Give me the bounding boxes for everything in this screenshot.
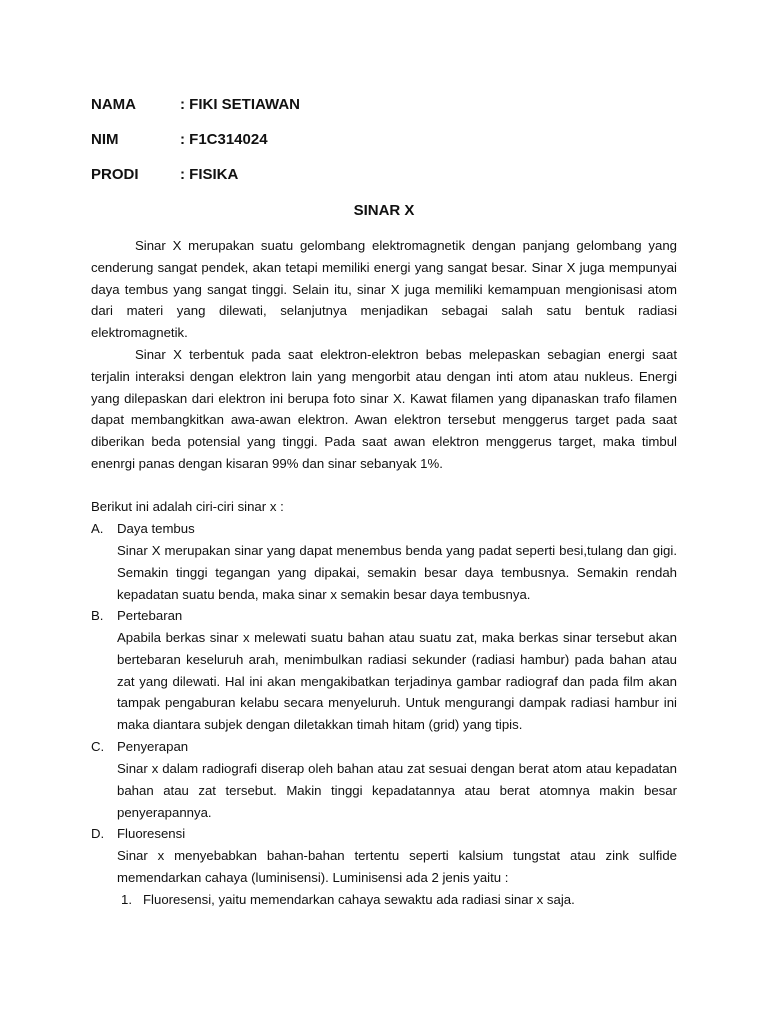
item-c-heading: Penyerapan: [117, 739, 189, 754]
item-c-letter: C.: [91, 739, 105, 754]
document-title: SINAR X: [353, 202, 415, 219]
item-a-letter: A.: [91, 521, 104, 536]
item-d-body: Sinar x menyebabkan bahan-bahan tertentu seperti kalsium tungstat atau zink sulfide memendarkan cahaya (luminisensi). Luminisensi ada 2 jenis yaitu :: [117, 848, 677, 885]
item-a-body: Sinar X merupakan sinar yang dapat menembus benda yang padat seperti besi,tulang dan gigi. Semakin tinggi tegangan yang dipakai, semakin besar daya tembusnya. Semakin rendah kepadatan suatu benda, maka sinar x semakin besar daya tembusnya.: [117, 543, 677, 602]
item-b-letter: B.: [91, 608, 104, 623]
item-d-heading: Fluoresensi: [117, 826, 186, 841]
nim-value: : F1C314024: [180, 131, 268, 148]
item-a-heading: Daya tembus: [117, 521, 195, 536]
subitem-1-number: 1.: [121, 892, 132, 907]
nama-label: NAMA: [91, 96, 136, 113]
item-c-body: Sinar x dalam radiografi diserap oleh bahan atau zat sesuai dengan berat atom atau kepadatan bahan atau zat tersebut. Makin tinggi kepadatannya atau berat atomnya makin besar penyerapannya.: [117, 761, 677, 820]
paragraph-formation: Sinar X terbentuk pada saat elektron-elektron bebas melepaskan sebagian energi saat terjalin interaksi dengan elektron lain yang mengorbit atau dengan inti atom atau nukleus. Energi yang dilepaskan dari elektron ini berupa foto sinar X. Kawat filamen yang dipanaskan trafo filamen dapat membangkitkan awa-awan elektron. Awan elektron tersebut menggerus target pada saat diberikan beda potensial yang tinggi. Pada saat awan elektron menggerus target, maka timbul enenrgi panas dengan kisaran 99% dan sinar sebanyak 1%.: [91, 347, 677, 471]
nim-label: NIM: [91, 131, 119, 148]
nama-value: : FIKI SETIAWAN: [180, 96, 300, 113]
item-d-letter: D.: [91, 826, 105, 841]
paragraph-intro: Sinar X merupakan suatu gelombang elektromagnetik dengan panjang gelombang yang cenderung sangat pendek, akan tetapi memiliki energi yang sangat besar. Sinar X juga mempunyai daya tembus yang sangat tinggi. Selain itu, sinar X juga memiliki kemampuan mengionisasi atom dari materi yang dilewati, selanjutnya menjadikan sebagai salah satu bentuk radiasi elektromagnetik.: [91, 238, 677, 341]
subitem-1-text: Fluoresensi, yaitu memendarkan cahaya sewaktu ada radiasi sinar x saja.: [143, 892, 575, 907]
item-b-heading: Pertebaran: [117, 608, 183, 623]
item-b-body: Apabila berkas sinar x melewati suatu bahan atau suatu zat, maka berkas sinar tersebut akan bertebaran keseluruh arah, menimbulkan radiasi sekunder (radiasi hambur) pada bahan atau zat yang dilewati. Hal ini akan mengakibatkan terjadinya gambar radiograf dan pada film akan tampak pengaburan kelabu secara menyeluruh. Untuk mengurangi dampak radiasi hambur ini maka diantara subjek dengan diletakkan timah hitam (grid) yang tipis.: [117, 630, 677, 733]
list-intro: Berikut ini adalah ciri-ciri sinar x :: [91, 499, 284, 514]
prodi-value: : FISIKA: [180, 166, 239, 183]
prodi-label: PRODI: [91, 166, 139, 183]
